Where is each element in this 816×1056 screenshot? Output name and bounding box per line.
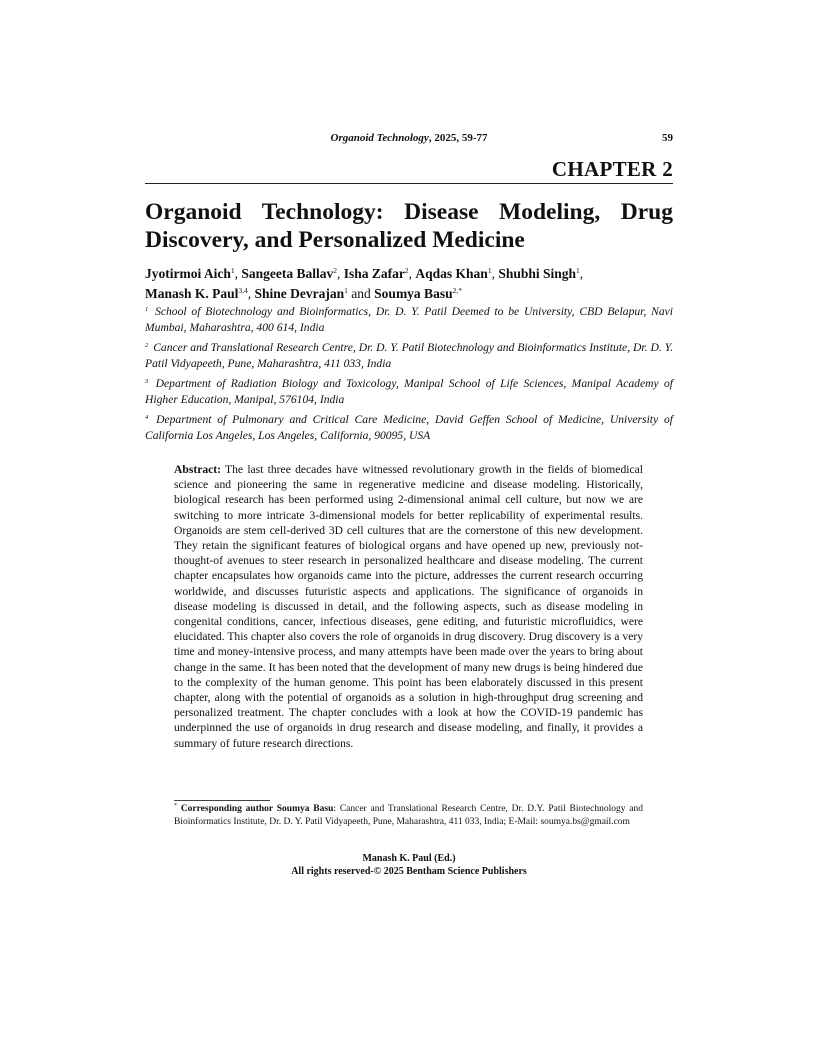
abstract-label: Abstract: bbox=[174, 463, 222, 476]
editor-line: Manash K. Paul (Ed.) bbox=[362, 853, 456, 864]
author bbox=[145, 266, 241, 281]
author-affiliation-mark: 2 bbox=[404, 266, 409, 275]
affiliation-text: Department of Radiation Biology and Toxicology, Manipal School of Life Sciences, Manipal Academy of Higher Education, Manipal, 576104, India bbox=[145, 377, 673, 406]
author-affiliation-mark: 3,4 bbox=[238, 286, 248, 295]
author bbox=[145, 286, 255, 301]
chapter-label: CHAPTER 2 bbox=[551, 157, 673, 181]
affiliation bbox=[145, 304, 673, 336]
affiliation-number: 2 bbox=[145, 342, 149, 349]
running-head-citation bbox=[145, 132, 673, 144]
affiliation-number: 4 bbox=[145, 414, 149, 421]
author-affiliation-mark: 1 bbox=[230, 266, 235, 275]
journal-name: Organoid Technology bbox=[330, 132, 429, 144]
affiliation-text: Department of Pulmonary and Critical Care Medicine, David Geffen School of Medicine, University of California Los Angeles, Los Angeles, California, 90095, USA bbox=[145, 413, 673, 442]
author bbox=[498, 266, 583, 281]
chapter-title: Organoid Technology: Disease Modeling, Drug Discovery, and Personalized Medicine bbox=[145, 199, 673, 253]
author-affiliation-mark: 1 bbox=[487, 266, 492, 275]
author-name: Isha Zafar bbox=[343, 266, 405, 281]
running-head bbox=[145, 132, 673, 148]
affiliation bbox=[145, 412, 673, 444]
author-separator: , bbox=[408, 266, 416, 281]
footnote-label: Corresponding author Soumya Basu bbox=[180, 804, 334, 814]
chapter-rule bbox=[145, 183, 673, 184]
author bbox=[374, 286, 462, 301]
abstract bbox=[174, 462, 643, 751]
affiliation-text: School of Biotechnology and Bioinformatics, Dr. D. Y. Patil Deemed to be University, CBD Belapur, Navi Mumbai, Maharashtra, 400 614, India bbox=[145, 305, 673, 334]
author-separator: , bbox=[491, 266, 499, 281]
author-separator: , bbox=[234, 266, 242, 281]
affiliation bbox=[145, 340, 673, 372]
citation-details: , 2025, 59-77 bbox=[428, 132, 488, 144]
corresponding-author-footnote bbox=[174, 803, 643, 829]
author-affiliation-mark: 1 bbox=[344, 286, 348, 295]
author-name: Jyotirmoi Aich bbox=[145, 266, 231, 281]
footnote-text: : Cancer and Translational Research Centre, Dr. D.Y. Patil Biotechnology and Bioinformatics Institute, Dr. D. Y. Patil Vidyapeeth, Pune, Maharashtra, 411 033, India; E-Mail: soumya.bs@gmail.com bbox=[174, 804, 644, 827]
author-name: Sangeeta Ballav bbox=[241, 266, 334, 281]
author-separator: , bbox=[337, 266, 344, 281]
author-name: Manash K. Paul bbox=[145, 286, 239, 301]
author-name: Soumya Basu bbox=[374, 286, 453, 301]
author-name: Shubhi Singh bbox=[498, 266, 577, 281]
abstract-text: The last three decades have witnessed revolutionary growth in the fields of biomedical science and pioneering the same in regenerative medicine and disease modeling. Historically, biological research has been performed using 2-dimensional animal cell culture, but now we are switching to more intricate 3-dimensional models for better replicability of experimental results. Organoids are stem cell-derived 3D cell cultures that are the cornerstone of this new development. They retain the significant features of biological organs and have opened up new, previously not-thought-of avenues to steer research in personalized healthcare and disease modeling. The current chapter encapsulates how organoids came into the picture, addresses the current research occurring worldwide, and discusses futuristic aspects and applications. The significance of organoids in disease modeling is discussed in detail, and the following aspects, such as disease modeling in congenital conditions, cancer, infectious diseases, gene editing, and futuristic microfluidics, were elucidated. This chapter also covers the role of organoids in drug discovery. Drug discovery is a very time and money-intensive process, and many attempts have been made over the years to bring about change in the same. It has been noted that the development of many new drugs is being hindered due to the complexity of the human genome. This point has been elaborately discussed in this present chapter, along with the potential of organoids as a solution in high-throughput drug screening and personalized treatment. The chapter concludes with a look at how the COVID-19 pandemic has underpinned the use of organoids in drug research and disease modeling, and finally, it provides a summary of future research directions. bbox=[174, 463, 643, 750]
publisher-block bbox=[145, 852, 673, 878]
affiliation-number: 3 bbox=[145, 378, 149, 385]
affiliation-text: Cancer and Translational Research Centre, Dr. D. Y. Patil Biotechnology and Bioinformatics Institute, Dr. D. Y. Patil Vidyapeeth, Pune, Maharashtra, 411 033, India bbox=[145, 341, 673, 370]
author-list bbox=[145, 264, 673, 304]
affiliation-list bbox=[145, 304, 673, 448]
author bbox=[344, 266, 416, 281]
author-separator: , bbox=[247, 286, 255, 301]
author bbox=[255, 286, 375, 301]
footnote-rule bbox=[174, 800, 270, 801]
author bbox=[415, 266, 498, 281]
author bbox=[241, 266, 343, 281]
page-number: 59 bbox=[662, 132, 673, 144]
author-separator: and bbox=[347, 286, 375, 301]
rights-line: All rights reserved-© 2025 Bentham Science Publishers bbox=[291, 866, 527, 877]
author-affiliation-mark: 2,* bbox=[452, 286, 462, 295]
author-name: Aqdas Khan bbox=[415, 266, 488, 281]
author-name: Shine Devrajan bbox=[254, 286, 345, 301]
author-separator: , bbox=[579, 266, 584, 281]
affiliation bbox=[145, 376, 673, 408]
author-affiliation-mark: 1 bbox=[576, 266, 580, 275]
affiliation-number: 1 bbox=[145, 306, 149, 313]
footnote-mark: * bbox=[174, 803, 177, 809]
author-affiliation-mark: 2 bbox=[333, 266, 338, 275]
